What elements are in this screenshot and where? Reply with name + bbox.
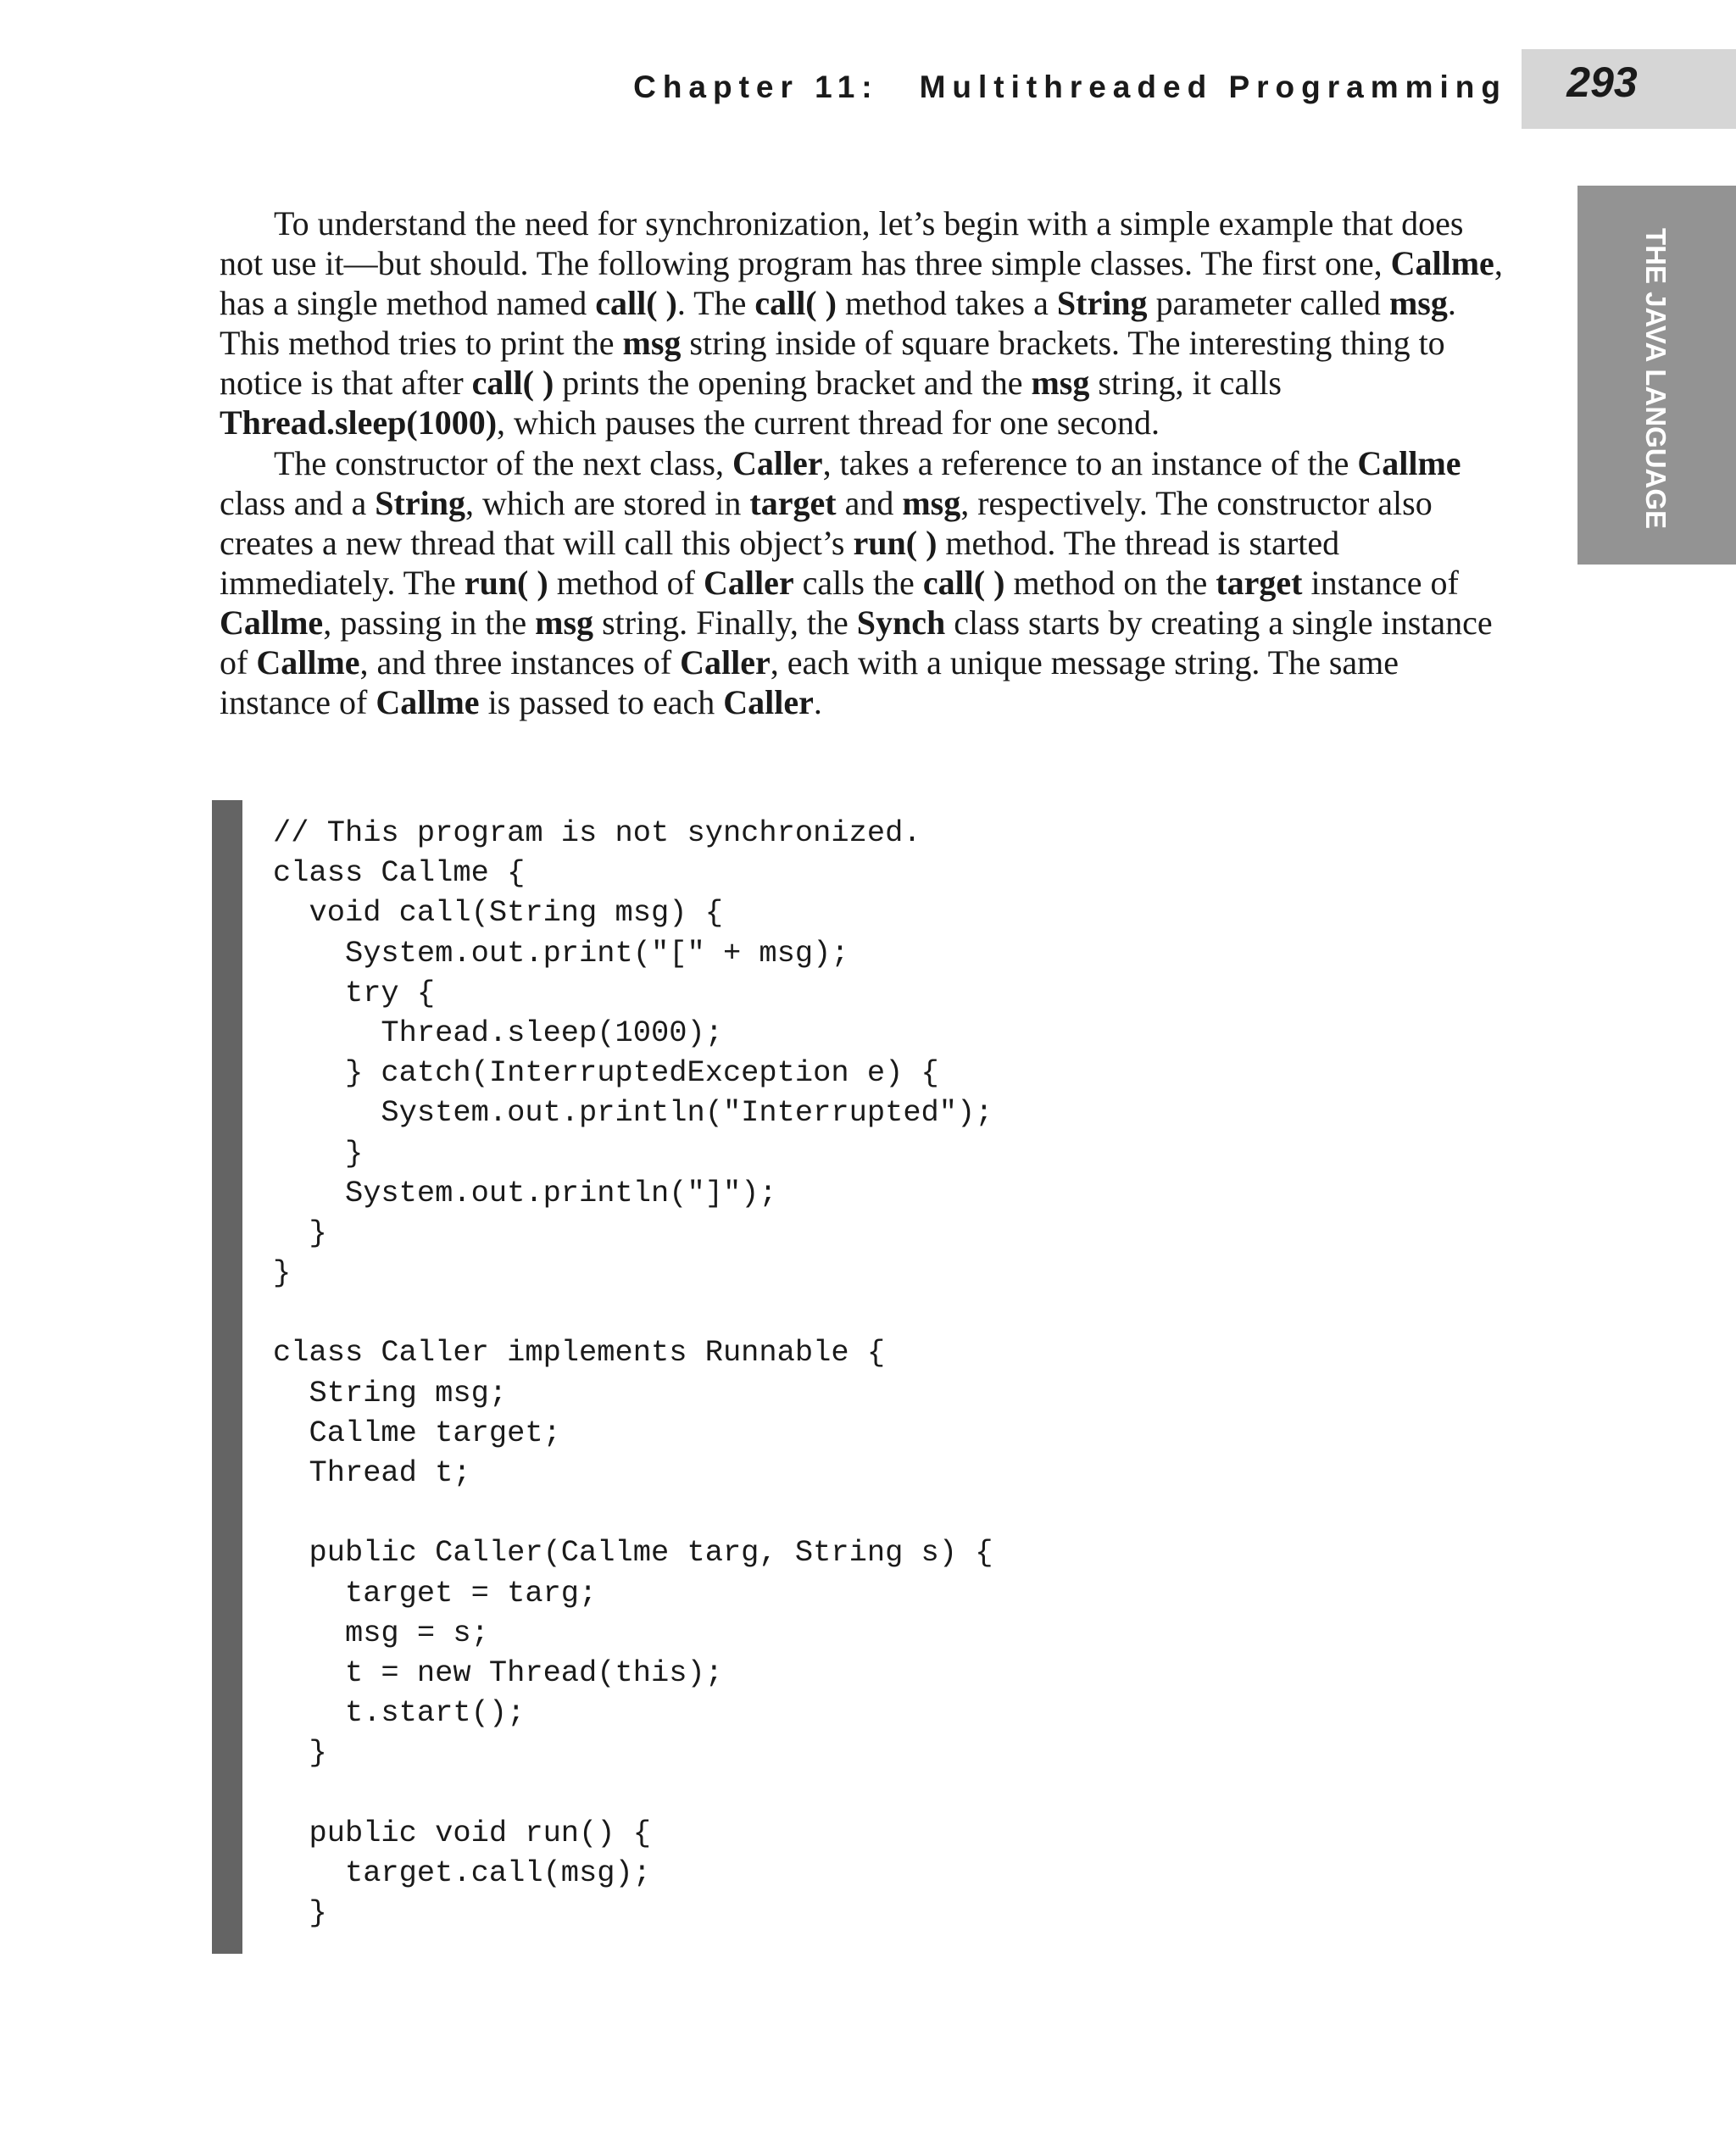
text-run: , and three instances of: [359, 643, 681, 682]
text-run: string, it calls: [1089, 364, 1282, 403]
code-line: Thread.sleep(1000);: [273, 1015, 723, 1050]
code-line: t.start();: [273, 1696, 526, 1731]
bold-term: Callme: [376, 683, 480, 722]
running-head: [0, 70, 1507, 120]
code-line: [273, 1774, 993, 1814]
paragraph: [220, 203, 1508, 443]
code-line: }: [273, 1136, 364, 1171]
bold-term: msg: [535, 603, 594, 642]
code-line: // This program is not synchronized.: [273, 816, 921, 850]
text-run: prints the opening bracket and the: [554, 364, 1032, 403]
bold-term: msg: [902, 483, 961, 522]
code-line: }: [273, 1215, 327, 1250]
text-run: , has a single method named: [220, 244, 1503, 323]
bold-term: String: [1056, 284, 1148, 323]
text-run: , which pauses the current thread for one second.: [497, 403, 1160, 442]
text-run: is passed to each: [479, 683, 724, 722]
code-line: Thread t;: [273, 1456, 471, 1490]
code-line: t = new Thread(this);: [273, 1655, 723, 1690]
code-listing: [273, 814, 993, 1933]
text-run: , respectively. The constructor also creates a new thread that will call this object’s: [220, 483, 1433, 562]
bold-term: Callme: [1357, 443, 1461, 482]
code-line: [273, 1494, 993, 1533]
text-run: method. The thread is started immediately. The: [220, 523, 1340, 602]
text-run: , which are stored in: [465, 483, 750, 522]
text-run: , takes a reference to an instance of the: [822, 443, 1358, 482]
bold-term: Callme: [256, 643, 360, 682]
text-run: instance of: [1302, 563, 1459, 602]
text-run: class and a: [220, 483, 376, 522]
bold-term: Callme: [220, 603, 324, 642]
chapter-number: Chapter 11:: [633, 70, 879, 104]
bold-term: Caller: [723, 683, 814, 722]
code-line: Callme target;: [273, 1416, 561, 1450]
code-line: System.out.println("Interrupted");: [273, 1096, 993, 1131]
code-line: try {: [273, 976, 436, 1010]
bold-term: Synch: [856, 603, 946, 642]
code-line: } catch(InterruptedException e) {: [273, 1056, 939, 1091]
bold-term: Callme: [1390, 244, 1494, 283]
code-line: target = targ;: [273, 1576, 598, 1610]
text-run: The constructor of the next class,: [274, 443, 732, 482]
code-line: }: [273, 1256, 292, 1291]
code-line: msg = s;: [273, 1616, 489, 1650]
code-line: }: [273, 1896, 327, 1931]
code-line: System.out.println("]");: [273, 1176, 777, 1210]
code-line: System.out.print("[" + msg);: [273, 936, 849, 971]
bold-term: target: [749, 483, 837, 522]
code-margin-bar: [212, 800, 242, 1954]
bold-term: call( ): [471, 364, 554, 403]
bold-term: msg: [1031, 364, 1090, 403]
text-run: method of: [548, 563, 704, 602]
text-run: and: [836, 483, 903, 522]
text-run: parameter called: [1147, 284, 1389, 323]
text-run: , each with a unique message string. The same instance of: [220, 643, 1399, 722]
code-line: target.call(msg);: [273, 1855, 651, 1890]
body-text: [220, 203, 1508, 722]
bold-term: run( ): [853, 523, 938, 562]
code-line: String msg;: [273, 1376, 508, 1410]
code-line: public void run() {: [273, 1816, 651, 1850]
bold-term: call( ): [922, 563, 1005, 602]
text-run: method on the: [1004, 563, 1216, 602]
code-line: class Callme {: [273, 856, 526, 891]
bold-term: String: [375, 483, 465, 522]
bold-term: call( ): [754, 284, 837, 323]
bold-term: call( ): [595, 284, 677, 323]
code-line: }: [273, 1736, 327, 1771]
code-line: public Caller(Callme targ, String s) {: [273, 1536, 993, 1571]
chapter-title: Multithreaded Programming: [919, 70, 1507, 104]
code-line: class Caller implements Runnable {: [273, 1336, 886, 1371]
text-run: method takes a: [836, 284, 1057, 323]
section-thumb-label: THE JAVA LANGUAGE: [1640, 228, 1672, 530]
page-number: 293: [1566, 58, 1638, 106]
bold-term: target: [1216, 563, 1303, 602]
text-run: To understand the need for synchronization, let’s begin with a simple example that does not use it—but should. The following program has three simple classes. The first one,: [220, 204, 1464, 283]
code-line: void call(String msg) {: [273, 896, 723, 931]
text-run: calls the: [793, 563, 923, 602]
bold-term: msg: [622, 324, 682, 363]
text-run: . This method tries to print the: [220, 284, 1456, 363]
text-run: string inside of square brackets. The interesting thing to notice is that after: [220, 324, 1445, 403]
bold-term: Caller: [680, 643, 771, 682]
bold-term: run( ): [464, 563, 548, 602]
text-run: class starts by creating a single instance of: [220, 603, 1493, 682]
bold-term: msg: [1388, 284, 1448, 323]
bold-term: Caller: [704, 563, 794, 602]
text-run: .: [813, 683, 822, 722]
bold-term: Caller: [732, 443, 823, 482]
text-run: , passing in the: [323, 603, 536, 642]
text-run: string. Finally, the: [593, 603, 857, 642]
paragraph: [220, 443, 1508, 723]
bold-term: Thread.sleep(1000): [220, 403, 498, 442]
code-line: [273, 1293, 993, 1333]
text-run: . The: [676, 284, 755, 323]
